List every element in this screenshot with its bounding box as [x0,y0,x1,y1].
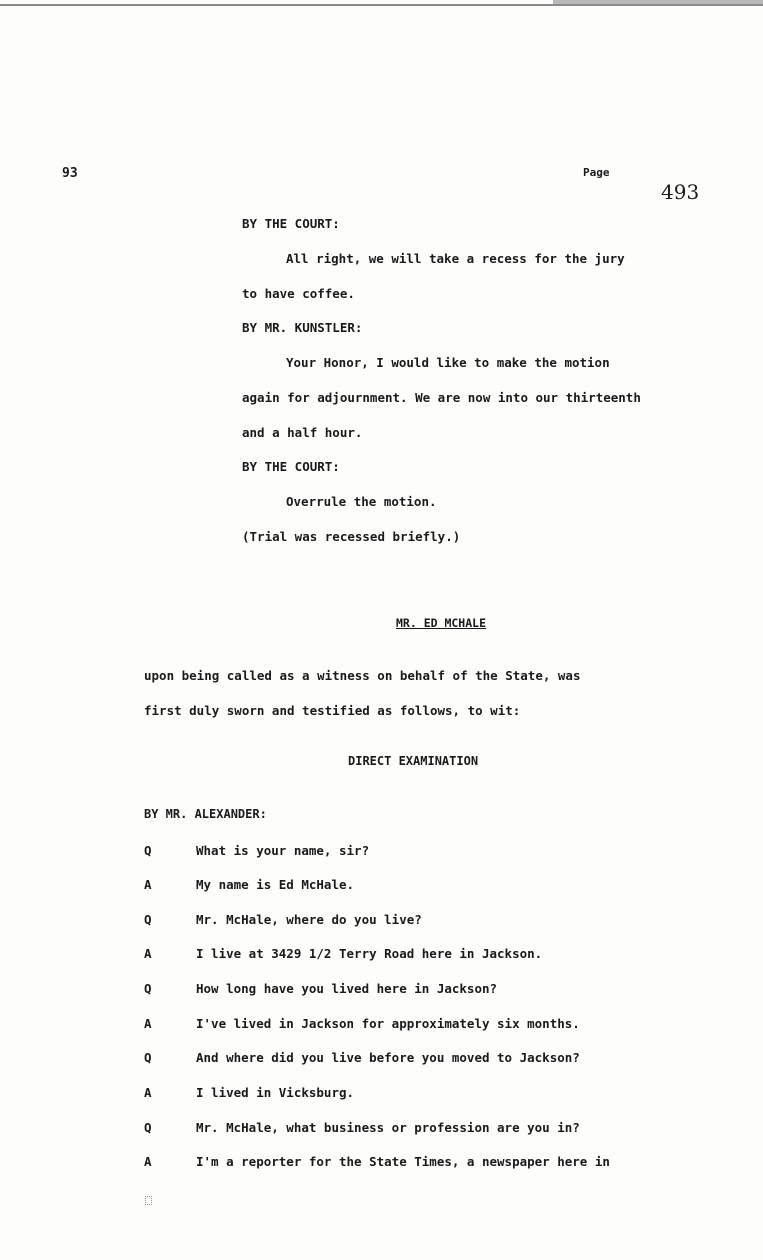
corner-scan-mark [553,0,763,4]
qa-text: I'm a reporter for the State Times, a newspaper here in [196,1154,610,1169]
examiner-label: BY MR. ALEXANDER: [144,807,267,821]
witness-intro-line: upon being called as a witness on behalf of the State, was [144,668,581,683]
section-heading: DIRECT EXAMINATION [348,754,479,768]
scan-artifact [145,1196,152,1205]
qa-label: A [144,877,152,892]
speaker-label: BY MR. KUNSTLER: [242,320,363,335]
qa-label: Q [144,981,152,996]
qa-label: A [144,1016,152,1031]
witness-intro-line: first duly sworn and testified as follows, to wit: [144,703,521,718]
qa-text: I've lived in Jackson for approximately six months. [196,1016,580,1031]
page-label: Page [583,166,610,179]
transcript-line: and a half hour. [242,425,363,440]
transcript-note: (Trial was recessed briefly.) [242,529,461,544]
qa-label: Q [144,912,152,927]
qa-text: What is your name, sir? [196,843,370,858]
witness-heading: MR. ED MCHALE [396,616,487,630]
qa-text: And where did you live before you moved to Jackson? [196,1050,580,1065]
qa-text: Mr. McHale, where do you live? [196,912,422,927]
qa-text: I live at 3429 1/2 Terry Road here in Jackson. [196,946,543,961]
qa-label: A [144,1154,152,1169]
transcript-line: to have coffee. [242,286,355,301]
qa-label: Q [144,1120,152,1135]
transcript-line: All right, we will take a recess for the jury [286,251,625,266]
qa-text: Mr. McHale, what business or profession are you in? [196,1120,580,1135]
page-number-stamp: 493 [661,180,700,204]
page-number-left: 93 [62,166,78,181]
transcript-line: Your Honor, I would like to make the motion [286,355,610,370]
transcript-line: Overrule the motion. [286,494,437,509]
top-border-line [0,4,763,6]
transcript-line: again for adjournment. We are now into our thirteenth [242,390,641,405]
speaker-label: BY THE COURT: [242,459,340,474]
qa-text: I lived in Vicksburg. [196,1085,355,1100]
qa-text: My name is Ed McHale. [196,877,355,892]
qa-text: How long have you lived here in Jackson? [196,981,498,996]
qa-label: Q [144,843,152,858]
qa-label: A [144,946,152,961]
qa-label: A [144,1085,152,1100]
qa-label: Q [144,1050,152,1065]
speaker-label: BY THE COURT: [242,216,340,231]
